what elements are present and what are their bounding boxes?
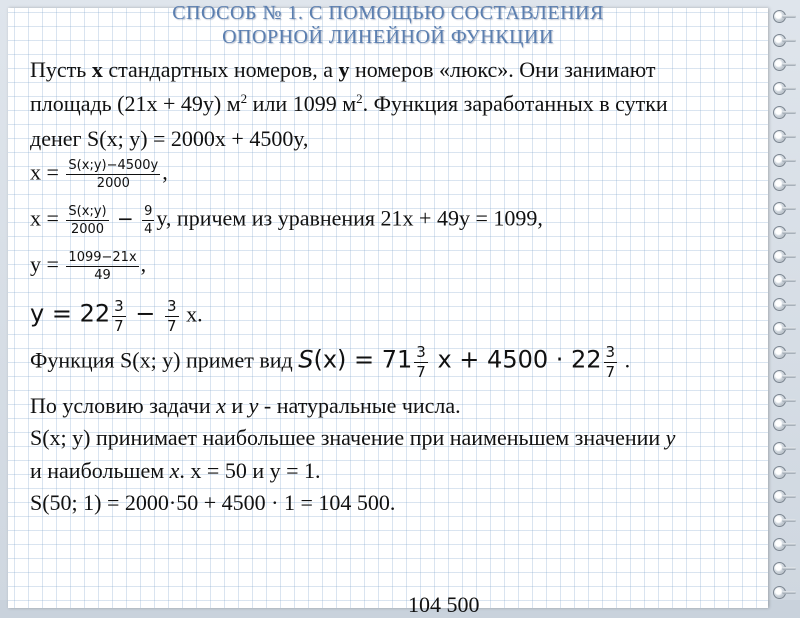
fraction-denominator: 7 bbox=[605, 363, 616, 381]
binding-ring bbox=[773, 274, 786, 287]
text-segment: . x = 50 и y = 1. bbox=[179, 458, 321, 483]
binding-ring bbox=[773, 394, 786, 407]
text-line-conditions bbox=[30, 392, 461, 420]
text-segment: площадь (21x + 49y) м bbox=[30, 91, 241, 116]
eq5-tail: . bbox=[619, 347, 631, 373]
text-segment: x bbox=[91, 57, 103, 82]
eq4-lhs: y = 22 bbox=[30, 299, 111, 328]
binding-ring bbox=[773, 370, 786, 383]
function-s-symbol: S bbox=[298, 345, 314, 374]
binding-ring bbox=[773, 202, 786, 215]
fraction-numerator: S(x;y)−4500y bbox=[68, 158, 159, 173]
text-segment: и bbox=[225, 393, 249, 418]
text-line-result bbox=[30, 489, 395, 517]
fraction-denominator: 2000 bbox=[70, 222, 105, 237]
fraction bbox=[604, 344, 618, 381]
equation-x-2 bbox=[30, 204, 543, 237]
text-segment: y bbox=[665, 425, 676, 450]
binding-ring bbox=[773, 130, 786, 143]
text-segment: . Функция заработанных в сутки bbox=[362, 91, 668, 116]
fraction-bar bbox=[142, 220, 154, 221]
text-segment: Пусть bbox=[30, 57, 92, 82]
equation-function-s bbox=[30, 344, 630, 381]
binding-ring bbox=[773, 322, 786, 335]
equation-y-1 bbox=[30, 250, 146, 283]
text-segment: денег S(x; y) = 2000x + 4500y, bbox=[30, 126, 309, 151]
fraction-bar bbox=[66, 266, 138, 267]
minus-sign: − bbox=[127, 299, 164, 328]
fraction-denominator: 7 bbox=[416, 363, 426, 381]
fraction bbox=[66, 158, 160, 191]
binding-ring bbox=[773, 58, 786, 71]
text-segment: - натуральные числа. bbox=[258, 393, 461, 418]
fraction bbox=[112, 298, 126, 335]
binding-ring bbox=[773, 10, 786, 23]
text-line-max-value bbox=[30, 424, 675, 452]
fraction-denominator: 7 bbox=[114, 317, 124, 335]
fraction-numerator: 3 bbox=[114, 297, 124, 315]
fraction-numerator: 3 bbox=[167, 297, 177, 315]
text-segment: 2 bbox=[356, 91, 363, 106]
fraction-denominator: 4 bbox=[144, 222, 153, 237]
binding-ring bbox=[773, 34, 786, 47]
fraction-denominator: 49 bbox=[94, 268, 111, 283]
fraction-numerator: 9 bbox=[144, 204, 153, 219]
eq1-lhs: x = bbox=[30, 159, 65, 185]
binding-ring bbox=[773, 466, 786, 479]
fraction-bar bbox=[66, 174, 160, 175]
binding-ring bbox=[773, 586, 786, 599]
text-segment: S(x; y) принимает наибольшее значение при наименьшем значении bbox=[30, 425, 666, 450]
text-segment: По условию задачи bbox=[30, 393, 217, 418]
eq2-lhs: x = bbox=[30, 205, 65, 231]
text-line-values bbox=[30, 457, 321, 485]
binding-ring bbox=[773, 442, 786, 455]
binding-ring bbox=[773, 514, 786, 527]
eq5-rhs-1: (x) = 71 bbox=[313, 345, 413, 374]
binding-ring bbox=[773, 226, 786, 239]
eq2-tail: y, причем из уравнения 21x + 49y = 1099, bbox=[156, 205, 543, 231]
equation-y-2 bbox=[30, 298, 203, 335]
text-segment: x bbox=[169, 458, 180, 483]
cut-off-text: 104 500 bbox=[408, 592, 480, 617]
eq3-tail: , bbox=[140, 251, 147, 277]
fraction-numerator: S(x;y) bbox=[68, 204, 107, 219]
fraction bbox=[66, 204, 108, 237]
binding-ring bbox=[773, 154, 786, 167]
text-line-2 bbox=[30, 90, 668, 118]
binding-ring bbox=[773, 346, 786, 359]
slide-title-line-2: ОПОРНОЙ ЛИНЕЙНОЙ ФУНКЦИИ bbox=[222, 26, 554, 48]
fraction-numerator: 3 bbox=[416, 343, 426, 361]
text-segment: x bbox=[216, 393, 226, 418]
binding-ring bbox=[773, 250, 786, 263]
binding-ring bbox=[773, 418, 786, 431]
text-segment: 2 bbox=[240, 91, 248, 106]
equation-x-1 bbox=[30, 158, 168, 191]
eq5-text: Функция S(x; y) примет вид bbox=[30, 347, 299, 373]
fraction-bar bbox=[66, 220, 108, 221]
binding-ring bbox=[773, 298, 786, 311]
grid-paper-sheet bbox=[8, 2, 768, 617]
minus-sign: − bbox=[110, 206, 141, 231]
cut-off-line bbox=[8, 592, 768, 617]
eq5-rhs-2: x + 4500 · 22 bbox=[429, 345, 602, 374]
text-line-3 bbox=[30, 125, 308, 153]
eq3-lhs: y = bbox=[30, 251, 65, 277]
text-segment: y bbox=[248, 393, 259, 418]
eq4-tail: x. bbox=[180, 301, 203, 327]
fraction bbox=[414, 344, 428, 381]
binding-ring bbox=[773, 490, 786, 503]
text-segment: y bbox=[338, 57, 350, 82]
fraction-denominator: 2000 bbox=[96, 176, 130, 191]
text-segment: S(50; 1) = 2000·50 + 4500 · 1 = 104 500. bbox=[30, 490, 396, 515]
fraction-numerator: 3 bbox=[605, 343, 616, 361]
binding-ring bbox=[773, 178, 786, 191]
text-segment: стандартных номеров, а bbox=[102, 57, 339, 82]
binding-ring bbox=[773, 82, 786, 95]
eq1-tail: , bbox=[162, 159, 168, 185]
binding-ring bbox=[773, 562, 786, 575]
text-segment: или 1099 м bbox=[247, 91, 357, 116]
binding-ring bbox=[773, 538, 786, 551]
fraction bbox=[142, 204, 154, 237]
fraction-numerator: 1099−21x bbox=[68, 250, 137, 265]
fraction-denominator: 7 bbox=[167, 317, 177, 335]
text-line-1 bbox=[30, 56, 656, 84]
binding-ring bbox=[773, 106, 786, 119]
fraction bbox=[66, 250, 138, 283]
text-segment: и наибольшем bbox=[30, 458, 170, 483]
text-segment: номеров «люкс». Они занимают bbox=[349, 57, 656, 82]
fraction bbox=[165, 298, 179, 335]
spiral-binding bbox=[768, 0, 800, 600]
slide-title-line-1: СПОСОБ № 1. С ПОМОЩЬЮ СОСТАВЛЕНИЯ bbox=[172, 2, 604, 24]
